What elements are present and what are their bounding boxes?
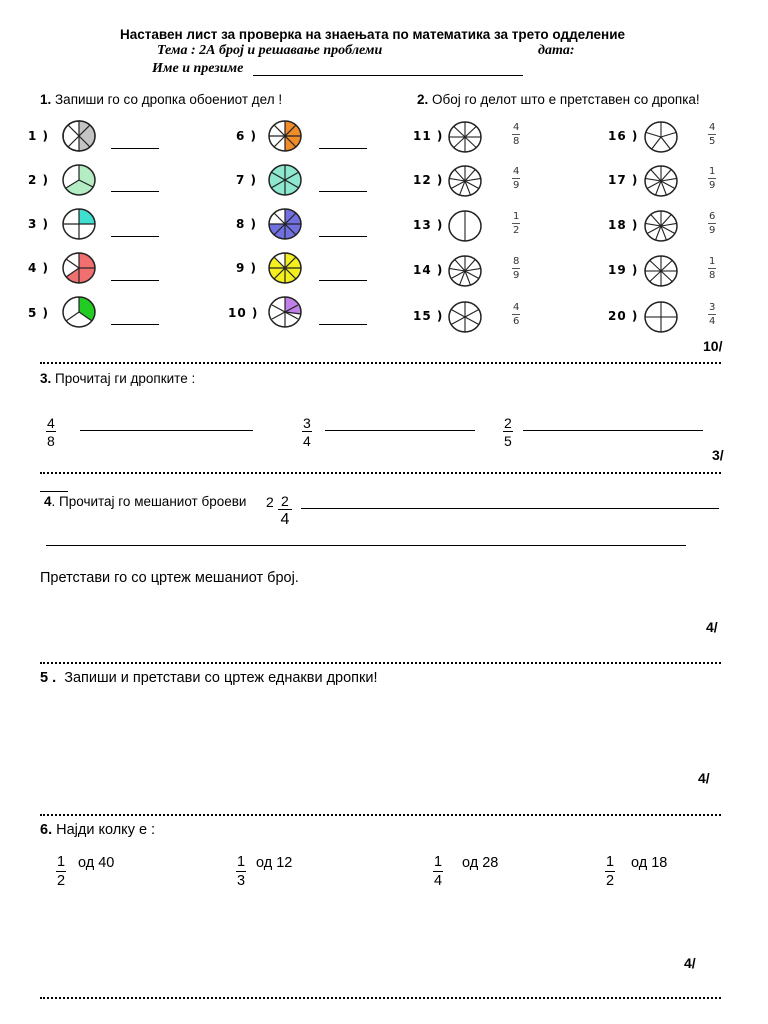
answer-blank[interactable] (319, 279, 367, 281)
pie-1-icon (61, 119, 97, 153)
pie-7-icon (267, 163, 303, 197)
q4-draw-text: Претстави го со цртеж мешаниот број. (40, 570, 299, 586)
q1-label: 10 ) (228, 306, 259, 320)
pie-3-icon (61, 207, 97, 241)
empty-pie-icon[interactable] (643, 300, 679, 334)
answer-blank[interactable] (111, 279, 159, 281)
q6-fraction: $\frac{1}{4}$ (434, 854, 443, 889)
q2-label: 14 ) (413, 263, 444, 277)
pie-6-icon (267, 119, 303, 153)
empty-pie-icon[interactable] (643, 209, 679, 243)
section-divider (40, 662, 721, 664)
q3-fraction: $\frac{4}{8}$ (47, 415, 55, 449)
q4-fraction: $\frac{2}{4}$ (278, 494, 292, 528)
empty-pie-icon[interactable] (447, 120, 483, 154)
empty-pie-icon[interactable] (643, 254, 679, 288)
q2-label: 18 ) (608, 218, 639, 232)
q4-heading: 4. Прочитај го мешаниот броеви (44, 494, 247, 509)
section-divider (40, 814, 721, 816)
answer-blank[interactable] (319, 323, 367, 325)
answer-blank[interactable] (111, 147, 159, 149)
pie-4-icon (61, 251, 97, 285)
q4-whole-number: 2 (266, 494, 274, 510)
q1-label: 5 ) (28, 306, 50, 320)
q2-fraction: $\frac{1}{2}$ (513, 211, 520, 236)
q1-label: 3 ) (28, 217, 50, 231)
q2-fraction: $\frac{1}{8}$ (709, 256, 716, 281)
pie-5-icon (61, 295, 97, 329)
score-q4: 4/ (706, 619, 718, 635)
section-divider (40, 472, 721, 474)
name-label: Име и презиме (152, 61, 244, 76)
answer-blank[interactable] (319, 190, 367, 192)
score-q6: 4/ (684, 955, 696, 971)
empty-pie-icon[interactable] (447, 209, 483, 243)
score-q1-q2: 10/ (703, 338, 723, 354)
empty-pie-icon[interactable] (447, 164, 483, 198)
answer-line[interactable] (80, 430, 253, 431)
score-q3: 3/ (712, 447, 724, 463)
q1-label: 1 ) (28, 129, 50, 143)
section-divider (40, 997, 721, 999)
q6-of-text: од 40 (78, 855, 115, 871)
pie-2-icon (61, 163, 97, 197)
pie-9-icon (267, 251, 303, 285)
q5-heading: 5 . Запиши и претстави со цртеж еднакви дропки! (40, 670, 378, 686)
q1-label: 4 ) (28, 261, 50, 275)
q6-fraction: $\frac{1}{3}$ (237, 854, 246, 889)
short-line (40, 491, 68, 492)
answer-line[interactable] (325, 430, 475, 431)
q2-fraction: $\frac{6}{9}$ (709, 211, 716, 236)
page-title: Наставен лист за проверка на знаењата по математика за трето одделение (119, 27, 626, 42)
score-q5: 4/ (698, 770, 710, 786)
answer-blank[interactable] (319, 235, 367, 237)
q6-heading: 6. Најди колку е : (40, 822, 156, 838)
q2-fraction: $\frac{1}{9}$ (709, 166, 716, 191)
q6-fraction: $\frac{1}{2}$ (606, 854, 615, 889)
empty-pie-icon[interactable] (447, 254, 483, 288)
q2-label: 12 ) (413, 173, 444, 187)
q3-fraction: $\frac{2}{5}$ (504, 415, 512, 449)
answer-blank[interactable] (111, 323, 159, 325)
date-label: дата: (538, 43, 575, 58)
q2-label: 17 ) (608, 173, 639, 187)
q1-label: 6 ) (236, 129, 258, 143)
q3-fraction: $\frac{3}{4}$ (303, 415, 311, 449)
q3-heading: 3. Прочитај ги дропките : (40, 371, 196, 386)
q1-label: 8 ) (236, 217, 258, 231)
pie-10-icon (267, 295, 303, 329)
empty-pie-icon[interactable] (643, 120, 679, 154)
q2-fraction: $\frac{4}{6}$ (513, 302, 520, 327)
q2-fraction: $\frac{8}{9}$ (513, 256, 520, 281)
q1-heading: 1. Запиши го со дропка обоениот дел ! (40, 92, 283, 107)
answer-line[interactable] (523, 430, 703, 431)
q2-fraction: $\frac{4}{8}$ (513, 122, 520, 147)
answer-blank[interactable] (319, 147, 367, 149)
q2-label: 16 ) (608, 129, 639, 143)
q6-of-text: од 12 (256, 855, 293, 871)
q1-label: 9 ) (236, 261, 258, 275)
q2-label: 11 ) (413, 129, 444, 143)
q2-label: 20 ) (608, 309, 639, 323)
q6-fraction: $\frac{1}{2}$ (57, 854, 66, 889)
empty-pie-icon[interactable] (643, 164, 679, 198)
q6-of-text: од 18 (631, 855, 668, 871)
q2-label: 19 ) (608, 263, 639, 277)
q1-label: 7 ) (236, 173, 258, 187)
q2-heading: 2. Обој го делот што е претставен со дропка! (417, 92, 700, 107)
q2-fraction: $\frac{4}{5}$ (709, 122, 716, 147)
name-line[interactable] (253, 75, 523, 76)
q2-fraction: $\frac{4}{9}$ (513, 166, 520, 191)
q2-fraction: $\frac{3}{4}$ (709, 302, 716, 327)
q2-label: 15 ) (413, 309, 444, 323)
answer-line[interactable] (301, 508, 719, 509)
q6-of-text: од 28 (462, 855, 499, 871)
answer-blank[interactable] (111, 235, 159, 237)
q1-label: 2 ) (28, 173, 50, 187)
section-divider (40, 362, 721, 364)
answer-line[interactable] (46, 545, 686, 546)
pie-8-icon (267, 207, 303, 241)
answer-blank[interactable] (111, 190, 159, 192)
theme-label: Тема : 2А број и решавање проблеми (157, 43, 383, 58)
empty-pie-icon[interactable] (447, 300, 483, 334)
q2-label: 13 ) (413, 218, 444, 232)
